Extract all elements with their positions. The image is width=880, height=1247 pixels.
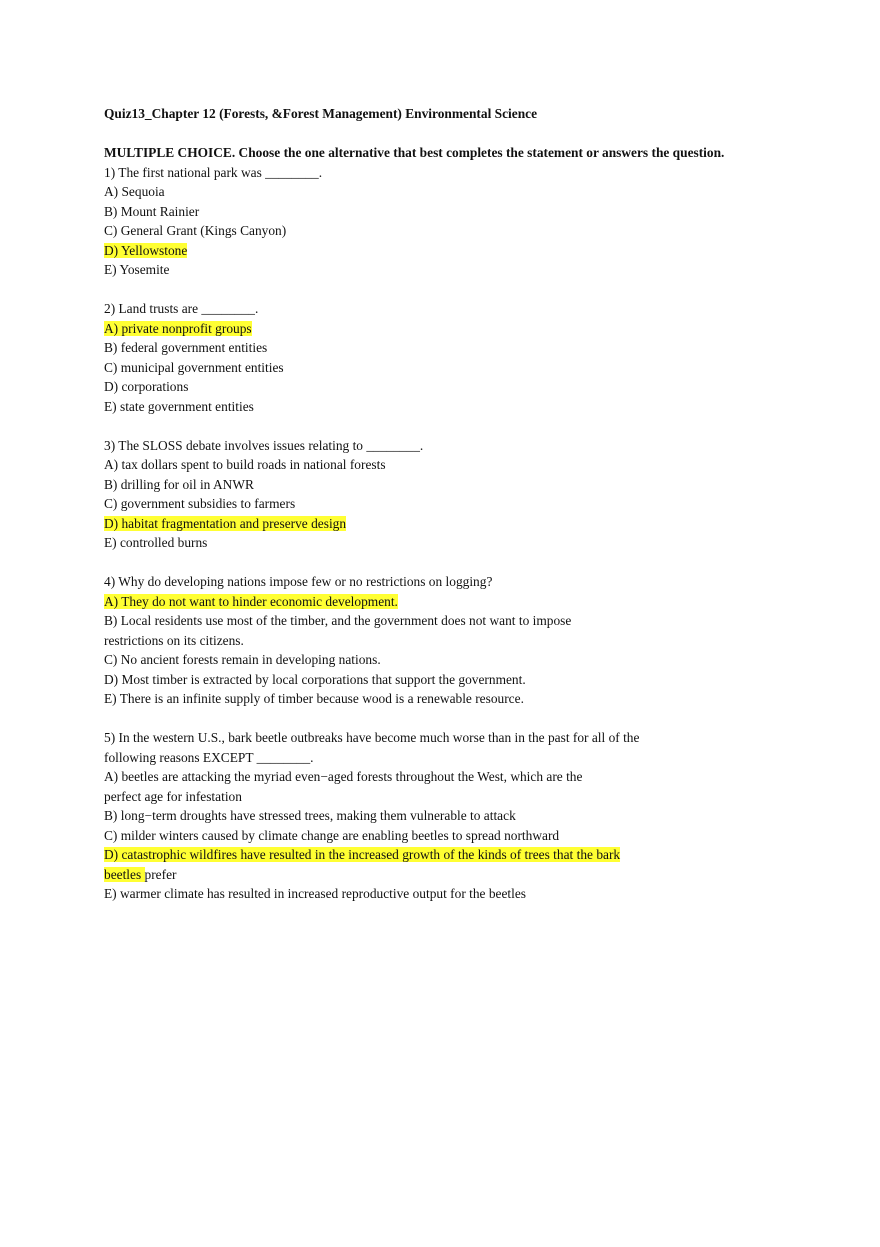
highlighted-answer-text: D) catastrophic wildfires have resulted in the increased growth of the kinds of trees that the bark [104, 847, 621, 862]
document-title: Quiz13_Chapter 12 (Forests, &Forest Management) Environmental Science [104, 106, 538, 121]
answer-option-correct [104, 865, 804, 885]
question-5 [104, 728, 804, 904]
highlighted-answer-text: A) private nonprofit groups [104, 320, 252, 336]
answer-text: prefer [144, 866, 177, 882]
answer-option: B) Local residents use most of the timber, and the government does not want to impose [104, 613, 572, 628]
answer-option: D) corporations [104, 379, 189, 394]
answer-option-correct [104, 845, 804, 865]
answer-option: C) milder winters caused by climate change are enabling beetles to spread northward [104, 827, 560, 843]
answer-option: B) drilling for oil in ANWR [104, 476, 254, 492]
answer-option: B) federal government entities [104, 340, 268, 355]
answer-option: C) municipal government entities [104, 359, 284, 375]
question-4 [104, 572, 804, 709]
answer-option-correct [104, 592, 804, 612]
question-3 [104, 436, 804, 553]
question-stem: following reasons EXCEPT ________. [104, 749, 314, 765]
document-page [104, 104, 804, 923]
answer-option-correct [104, 241, 804, 261]
question-stem: 4) Why do developing nations impose few or no restrictions on logging? [104, 574, 493, 589]
question-stem: 5) In the western U.S., bark beetle outbreaks have become much worse than in the past for all of the [104, 730, 640, 745]
answer-option: B) Mount Rainier [104, 203, 200, 219]
answer-option: E) There is an infinite supply of timber because wood is a renewable resource. [104, 691, 524, 706]
highlighted-answer-text: beetles [104, 866, 145, 882]
highlighted-answer-text: D) habitat fragmentation and preserve design [104, 515, 347, 531]
answer-option: C) General Grant (Kings Canyon) [104, 223, 287, 238]
instructions: MULTIPLE CHOICE. Choose the one alternative that best completes the statement or answers the question. [104, 145, 725, 160]
highlighted-answer-text: A) They do not want to hinder economic development. [104, 593, 398, 609]
question-1 [104, 163, 804, 280]
answer-option: C) No ancient forests remain in developing nations. [104, 652, 381, 667]
answer-option-correct [104, 514, 804, 534]
answer-option: E) warmer climate has resulted in increased reproductive output for the beetles [104, 886, 527, 901]
question-stem: 3) The SLOSS debate involves issues relating to ________. [104, 437, 424, 453]
answer-option: E) Yosemite [104, 262, 170, 277]
answer-option: A) beetles are attacking the myriad even−aged forests throughout the West, which are the [104, 769, 583, 784]
answer-option: D) Most timber is extracted by local corporations that support the government. [104, 671, 526, 687]
highlighted-answer-text: D) Yellowstone [104, 242, 188, 258]
answer-option-correct [104, 319, 804, 339]
question-stem: 2) Land trusts are ________. [104, 301, 259, 316]
question-list [104, 163, 804, 904]
question-2 [104, 299, 804, 416]
answer-option: E) state government entities [104, 398, 254, 414]
answer-option: A) Sequoia [104, 184, 165, 199]
answer-option: restrictions on its citizens. [104, 632, 244, 648]
answer-option: A) tax dollars spent to build roads in national forests [104, 457, 386, 472]
answer-option: perfect age for infestation [104, 788, 242, 804]
question-stem: 1) The first national park was ________. [104, 164, 323, 180]
answer-option: C) government subsidies to farmers [104, 496, 296, 511]
answer-option: B) long−term droughts have stressed trees, making them vulnerable to attack [104, 808, 516, 823]
answer-option: E) controlled burns [104, 535, 208, 550]
